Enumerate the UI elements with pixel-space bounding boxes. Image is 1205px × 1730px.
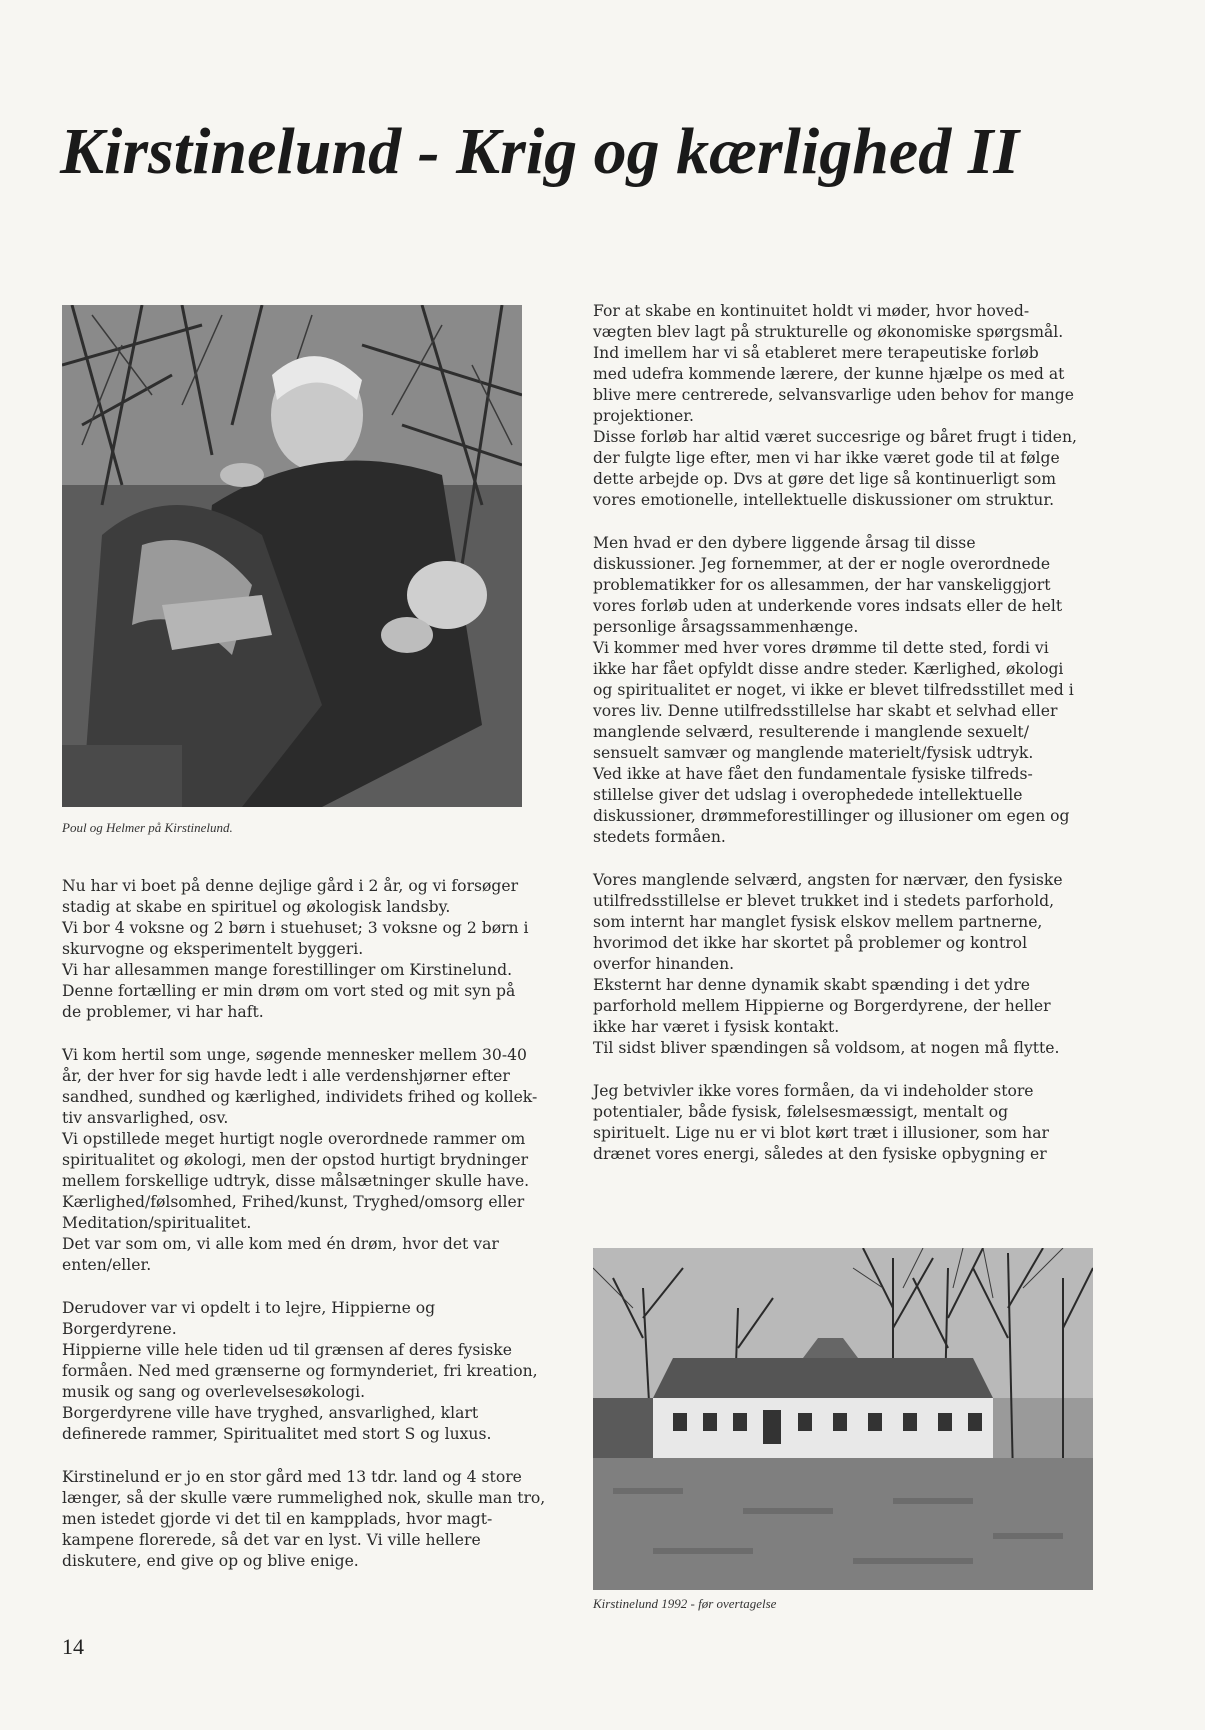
photo-poul-and-helmer-image [62, 305, 522, 807]
page-number: 14 [62, 1634, 84, 1659]
text-line: drænet vores energi, således at den fysiske opbygning er [593, 1145, 1047, 1163]
text-line: vores forløb uden at underkende vores indsats eller de helt [593, 597, 1063, 615]
right-paragraph [593, 301, 1093, 511]
text-line: Vi har allesammen mange forestillinger om Kirstinelund. [62, 961, 513, 979]
text-line: For at skabe en kontinuitet holdt vi møder, hvor hoved- [593, 302, 1030, 320]
text-line: Borgerdyrene. [62, 1320, 177, 1338]
photo2-caption: Kirstinelund 1992 - før overtagelse [593, 1596, 777, 1611]
text-line: som internt har manglet fysisk elskov mellem partnerne, [593, 913, 1043, 931]
text-line: Borgerdyrene ville have tryghed, ansvarlighed, klart [62, 1404, 479, 1422]
text-line: projektioner. [593, 407, 694, 425]
text-line: Meditation/spiritualitet. [62, 1214, 252, 1232]
text-line: sensuelt samvær og manglende materielt/fysisk udtryk. [593, 744, 1034, 762]
text-line: formåen. Ned med grænserne og formynderiet, fri kreation, [62, 1362, 538, 1380]
right-paragraph [593, 533, 1093, 848]
text-line: kampene florerede, så det var en lyst. Vi ville hellere [62, 1531, 481, 1549]
text-line: parforhold mellem Hippierne og Borgerdyrene, der heller [593, 997, 1051, 1015]
right-column-text [593, 301, 1093, 1187]
left-paragraph [62, 1045, 562, 1276]
text-line: der fulgte lige efter, men vi har ikke været gode til at følge [593, 449, 1060, 467]
text-line: dette arbejde op. Dvs at gøre det lige så kontinuerligt som [593, 470, 1057, 488]
text-line: Vi kom hertil som unge, søgende mennesker mellem 30-40 [62, 1046, 527, 1064]
photo1-caption: Poul og Helmer på Kirstinelund. [62, 820, 233, 835]
text-line: Ind imellem har vi så etableret mere terapeutiske forløb [593, 344, 1039, 362]
text-line: spirituelt. Lige nu er vi blot kørt træt i illusioner, som har [593, 1124, 1049, 1142]
text-line: tiv ansvarlighed, osv. [62, 1109, 229, 1127]
left-paragraph [62, 1467, 562, 1572]
text-line: år, der hver for sig havde ledt i alle verdenshjørner efter [62, 1067, 510, 1085]
text-line: diskutere, end give op og blive enige. [62, 1552, 359, 1570]
text-line: Vi opstillede meget hurtigt nogle overordnede rammer om [62, 1130, 526, 1148]
text-line: vores liv. Denne utilfredsstillelse har skabt et selvhad eller [593, 702, 1058, 720]
text-line: Ved ikke at have fået den fundamentale fysiske tilfreds- [593, 765, 1033, 783]
text-line: blive mere centrerede, selvansvarlige uden behov for mange [593, 386, 1075, 404]
text-line: utilfredsstillelse er blevet trukket ind i stedets parforhold, [593, 892, 1055, 910]
text-line: vægten blev lagt på strukturelle og økonomiske spørgsmål. [593, 323, 1064, 341]
text-line: Vores manglende selværd, angsten for nærvær, den fysiske [593, 871, 1063, 889]
text-line: ikke har fået opfyldt disse andre steder. Kærlighed, økologi [593, 660, 1064, 678]
text-line: diskussioner, drømmeforestillinger og illusioner om egen og [593, 807, 1070, 825]
text-line: men istedet gjorde vi det til en kampplads, hvor magt- [62, 1510, 493, 1528]
text-line: Eksternt har denne dynamik skabt spænding i det ydre [593, 976, 1031, 994]
text-line: stadig at skabe en spirituel og økologisk landsby. [62, 898, 451, 916]
photo-kirstinelund-farm-image [593, 1248, 1093, 1590]
text-line: stedets formåen. [593, 828, 726, 846]
text-line: diskussioner. Jeg fornemmer, at der er nogle overordnede [593, 555, 1051, 573]
text-line: ikke har været i fysisk kontakt. [593, 1018, 840, 1036]
article-title: Kirstinelund - Krig og kærlighed II [60, 115, 1020, 188]
text-line: problematikker for os allesammen, der har vanskeliggjort [593, 576, 1051, 594]
text-line: musik og sang og overlevelsesøkologi. [62, 1383, 366, 1401]
text-line: Det var som om, vi alle kom med én drøm, hvor det var [62, 1235, 499, 1253]
text-line: Vi kommer med hver vores drømme til dette sted, fordi vi [593, 639, 1049, 657]
text-line: Denne fortælling er min drøm om vort sted og mit syn på [62, 982, 516, 1000]
text-line: overfor hinanden. [593, 955, 735, 973]
text-line: Kærlighed/følsomhed, Frihed/kunst, Tryghed/omsorg eller [62, 1193, 525, 1211]
text-line: skurvogne og eksperimentelt byggeri. [62, 940, 364, 958]
photo-kirstinelund-farm [593, 1248, 1093, 1590]
right-paragraph [593, 1081, 1093, 1165]
text-line: Derudover var vi opdelt i to lejre, Hippierne og [62, 1299, 436, 1317]
text-line: potentialer, både fysisk, følelsesmæssigt, mentalt og [593, 1103, 1009, 1121]
text-line: Vi bor 4 voksne og 2 børn i stuehuset; 3 voksne og 2 børn i [62, 919, 529, 937]
text-line: Hippierne ville hele tiden ud til grænsen af deres fysiske [62, 1341, 512, 1359]
text-line: Nu har vi boet på denne dejlige gård i 2 år, og vi forsøger [62, 877, 519, 895]
text-line: sandhed, sundhed og kærlighed, individets frihed og kollek- [62, 1088, 538, 1106]
text-line: Til sidst bliver spændingen så voldsom, at nogen må flytte. [593, 1039, 1060, 1057]
left-column-text [62, 876, 562, 1594]
text-line: vores emotionelle, intellektuelle diskussioner om struktur. [593, 491, 1055, 509]
text-line: og spiritualitet er noget, vi ikke er blevet tilfredsstillet med i [593, 681, 1074, 699]
left-paragraph [62, 876, 562, 1023]
text-line: Men hvad er den dybere liggende årsag til disse [593, 534, 976, 552]
text-line: Kirstinelund er jo en stor gård med 13 tdr. land og 4 store [62, 1468, 522, 1486]
text-line: længer, så der skulle være rummelighed nok, skulle man tro, [62, 1489, 546, 1507]
text-line: de problemer, vi har haft. [62, 1003, 264, 1021]
text-line: definerede rammer, Spiritualitet med stort S og luxus. [62, 1425, 492, 1443]
text-line: enten/eller. [62, 1256, 152, 1274]
text-line: hvorimod det ikke har skortet på problemer og kontrol [593, 934, 1028, 952]
text-line: med udefra kommende lærere, der kunne hjælpe os med at [593, 365, 1065, 383]
text-line: Jeg betvivler ikke vores formåen, da vi indeholder store [593, 1082, 1034, 1100]
right-paragraph [593, 870, 1093, 1059]
text-line: stillelse giver det udslag i overophedede intellektuelle [593, 786, 1023, 804]
text-line: Disse forløb har altid været succesrige og båret frugt i tiden, [593, 428, 1077, 446]
left-paragraph [62, 1298, 562, 1445]
text-line: mellem forskellige udtryk, disse målsætninger skulle have. [62, 1172, 530, 1190]
text-line: personlige årsagssammenhænge. [593, 618, 859, 636]
text-line: manglende selværd, resulterende i manglende sexuelt/ [593, 723, 1029, 741]
photo-poul-and-helmer [62, 305, 522, 807]
text-line: spiritualitet og økologi, men der opstod hurtigt brydninger [62, 1151, 529, 1169]
